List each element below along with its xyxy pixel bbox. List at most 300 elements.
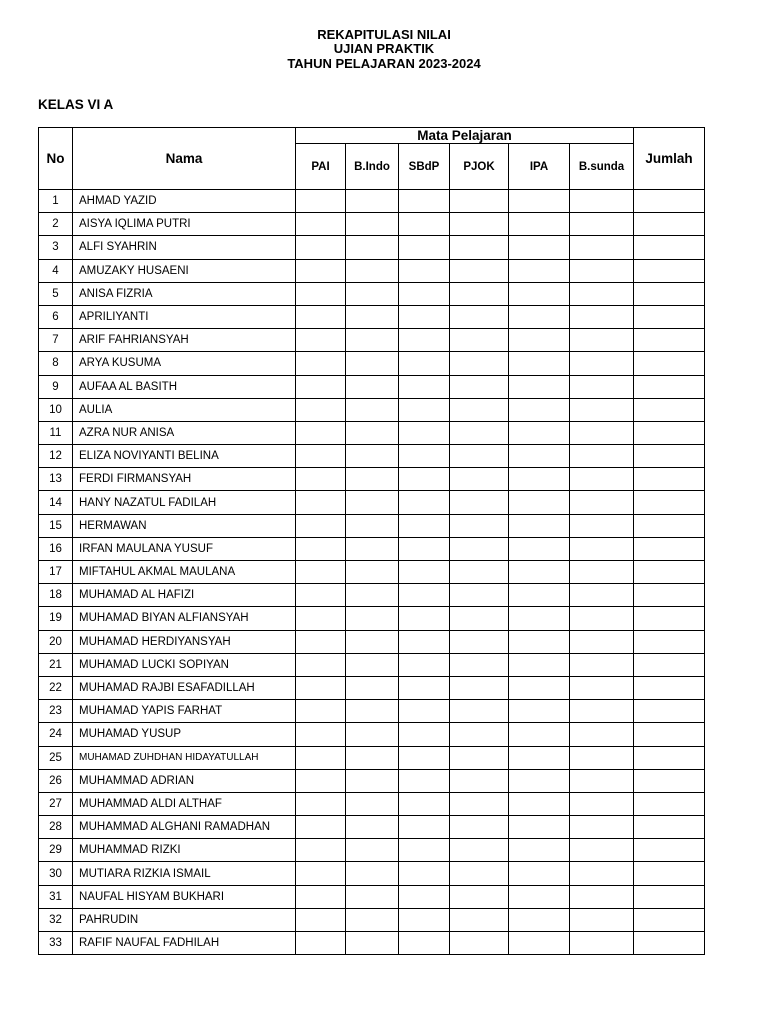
total-cell: [634, 862, 705, 885]
score-cell: [570, 816, 634, 839]
score-cell: [296, 792, 346, 815]
student-name: HANY NAZATUL FADILAH: [73, 491, 296, 514]
score-cell: [399, 468, 450, 491]
score-cell: [296, 676, 346, 699]
score-cell: [509, 676, 570, 699]
score-cell: [450, 514, 509, 537]
total-cell: [634, 537, 705, 560]
score-cell: [399, 329, 450, 352]
score-cell: [346, 839, 399, 862]
score-cell: [346, 908, 399, 931]
row-number: 22: [39, 676, 73, 699]
score-cell: [450, 700, 509, 723]
score-cell: [346, 421, 399, 444]
score-cell: [509, 561, 570, 584]
row-number: 2: [39, 213, 73, 236]
total-cell: [634, 421, 705, 444]
col-header-bindo: B.Indo: [346, 144, 399, 190]
total-cell: [634, 190, 705, 213]
table-body: [39, 190, 705, 955]
score-cell: [346, 653, 399, 676]
student-name: MUHAMAD HERDIYANSYAH: [73, 630, 296, 653]
score-cell: [509, 236, 570, 259]
score-cell: [346, 352, 399, 375]
score-cell: [296, 329, 346, 352]
total-cell: [634, 445, 705, 468]
score-cell: [570, 932, 634, 955]
score-cell: [450, 329, 509, 352]
total-cell: [634, 607, 705, 630]
student-name: AUFAA AL BASITH: [73, 375, 296, 398]
student-name: ELIZA NOVIYANTI BELINA: [73, 445, 296, 468]
total-cell: [634, 352, 705, 375]
student-name: MIFTAHUL AKMAL MAULANA: [73, 561, 296, 584]
table-row: [39, 213, 705, 236]
score-cell: [509, 213, 570, 236]
student-name: MUHAMAD RAJBI ESAFADILLAH: [73, 676, 296, 699]
score-cell: [509, 398, 570, 421]
student-name: IRFAN MAULANA YUSUF: [73, 537, 296, 560]
score-cell: [509, 352, 570, 375]
score-cell: [399, 607, 450, 630]
score-cell: [296, 630, 346, 653]
row-number: 18: [39, 584, 73, 607]
score-cell: [346, 537, 399, 560]
table-row: [39, 398, 705, 421]
row-number: 13: [39, 468, 73, 491]
table-row: [39, 676, 705, 699]
table-row: [39, 885, 705, 908]
table-row: [39, 561, 705, 584]
score-cell: [346, 329, 399, 352]
table-row: [39, 607, 705, 630]
score-cell: [570, 607, 634, 630]
score-cell: [346, 213, 399, 236]
score-cell: [296, 514, 346, 537]
row-number: 23: [39, 700, 73, 723]
student-name: AMUZAKY HUSAENI: [73, 259, 296, 282]
student-name: MUHAMAD YUSUP: [73, 723, 296, 746]
score-cell: [450, 792, 509, 815]
score-cell: [399, 792, 450, 815]
student-name: HERMAWAN: [73, 514, 296, 537]
score-cell: [450, 561, 509, 584]
score-cell: [399, 908, 450, 931]
score-cell: [509, 769, 570, 792]
total-cell: [634, 584, 705, 607]
score-cell: [399, 746, 450, 769]
score-cell: [399, 630, 450, 653]
student-name: MUHAMAD BIYAN ALFIANSYAH: [73, 607, 296, 630]
score-cell: [399, 932, 450, 955]
score-cell: [399, 375, 450, 398]
score-cell: [570, 282, 634, 305]
score-cell: [509, 932, 570, 955]
score-cell: [399, 236, 450, 259]
score-cell: [450, 885, 509, 908]
table-row: [39, 630, 705, 653]
score-cell: [399, 190, 450, 213]
row-number: 20: [39, 630, 73, 653]
score-cell: [509, 862, 570, 885]
score-cell: [570, 190, 634, 213]
total-cell: [634, 769, 705, 792]
score-cell: [570, 305, 634, 328]
score-cell: [509, 282, 570, 305]
score-cell: [296, 421, 346, 444]
table-row: [39, 839, 705, 862]
score-cell: [346, 561, 399, 584]
score-cell: [570, 398, 634, 421]
doc-title-line2: UJIAN PRAKTIK: [333, 41, 435, 56]
table-row: [39, 491, 705, 514]
row-number: 12: [39, 445, 73, 468]
student-name: AHMAD YAZID: [73, 190, 296, 213]
score-cell: [346, 468, 399, 491]
student-name: MUHAMMAD ALGHANI RAMADHAN: [73, 816, 296, 839]
score-cell: [570, 537, 634, 560]
score-cell: [399, 305, 450, 328]
score-cell: [450, 584, 509, 607]
total-cell: [634, 329, 705, 352]
student-name: AZRA NUR ANISA: [73, 421, 296, 444]
table-row: [39, 259, 705, 282]
student-name: MUHAMMAD ALDI ALTHAF: [73, 792, 296, 815]
student-name: PAHRUDIN: [73, 908, 296, 931]
col-header-pai: PAI: [296, 144, 346, 190]
score-cell: [450, 190, 509, 213]
score-cell: [296, 932, 346, 955]
row-number: 24: [39, 723, 73, 746]
score-cell: [570, 769, 634, 792]
table-row: [39, 375, 705, 398]
score-cell: [399, 653, 450, 676]
col-header-pjok: PJOK: [450, 144, 509, 190]
score-cell: [450, 468, 509, 491]
total-cell: [634, 908, 705, 931]
score-cell: [570, 885, 634, 908]
student-name: ANISA FIZRIA: [73, 282, 296, 305]
score-cell: [509, 723, 570, 746]
score-cell: [509, 908, 570, 931]
score-cell: [399, 282, 450, 305]
score-cell: [399, 839, 450, 862]
score-cell: [346, 607, 399, 630]
score-cell: [296, 190, 346, 213]
score-cell: [570, 491, 634, 514]
score-cell: [570, 839, 634, 862]
score-cell: [509, 329, 570, 352]
score-cell: [346, 259, 399, 282]
table-row: [39, 537, 705, 560]
score-cell: [570, 676, 634, 699]
score-cell: [346, 792, 399, 815]
row-number: 6: [39, 305, 73, 328]
total-cell: [634, 259, 705, 282]
score-cell: [570, 723, 634, 746]
score-cell: [509, 816, 570, 839]
total-cell: [634, 700, 705, 723]
score-cell: [296, 653, 346, 676]
total-cell: [634, 514, 705, 537]
score-cell: [570, 561, 634, 584]
score-cell: [570, 259, 634, 282]
score-cell: [570, 792, 634, 815]
row-number: 27: [39, 792, 73, 815]
score-cell: [570, 329, 634, 352]
total-cell: [634, 213, 705, 236]
table-row: [39, 282, 705, 305]
total-cell: [634, 746, 705, 769]
score-cell: [509, 259, 570, 282]
score-cell: [296, 352, 346, 375]
student-name: AISYA IQLIMA PUTRI: [73, 213, 296, 236]
total-cell: [634, 630, 705, 653]
row-number: 26: [39, 769, 73, 792]
score-cell: [570, 213, 634, 236]
score-cell: [399, 723, 450, 746]
table-row: [39, 908, 705, 931]
score-cell: [296, 862, 346, 885]
table-row: [39, 445, 705, 468]
score-cell: [296, 769, 346, 792]
score-cell: [509, 584, 570, 607]
table-row: [39, 190, 705, 213]
score-cell: [399, 421, 450, 444]
student-name: APRILIYANTI: [73, 305, 296, 328]
score-cell: [346, 700, 399, 723]
score-cell: [296, 839, 346, 862]
score-cell: [570, 445, 634, 468]
table-row: [39, 329, 705, 352]
student-name: MUHAMMAD ADRIAN: [73, 769, 296, 792]
score-cell: [399, 885, 450, 908]
score-cell: [399, 259, 450, 282]
row-number: 8: [39, 352, 73, 375]
row-number: 5: [39, 282, 73, 305]
student-name: MUHAMAD YAPIS FARHAT: [73, 700, 296, 723]
total-cell: [634, 561, 705, 584]
row-number: 10: [39, 398, 73, 421]
table-row: [39, 700, 705, 723]
total-cell: [634, 375, 705, 398]
total-cell: [634, 932, 705, 955]
row-number: 31: [39, 885, 73, 908]
score-cell: [509, 607, 570, 630]
total-cell: [634, 236, 705, 259]
score-cell: [296, 723, 346, 746]
score-cell: [509, 190, 570, 213]
row-number: 1: [39, 190, 73, 213]
score-cell: [399, 398, 450, 421]
score-cell: [296, 537, 346, 560]
class-label: KELAS VI A: [38, 97, 114, 112]
row-number: 3: [39, 236, 73, 259]
score-cell: [450, 862, 509, 885]
score-cell: [296, 908, 346, 931]
score-cell: [570, 700, 634, 723]
score-cell: [296, 375, 346, 398]
score-cell: [346, 236, 399, 259]
col-header-sbdp: SBdP: [399, 144, 450, 190]
score-cell: [450, 676, 509, 699]
score-cell: [509, 630, 570, 653]
score-cell: [346, 398, 399, 421]
student-name: NAUFAL HISYAM BUKHARI: [73, 885, 296, 908]
score-cell: [399, 445, 450, 468]
total-cell: [634, 282, 705, 305]
student-name: ARYA KUSUMA: [73, 352, 296, 375]
row-number: 16: [39, 537, 73, 560]
score-cell: [346, 305, 399, 328]
score-cell: [509, 421, 570, 444]
score-cell: [346, 862, 399, 885]
score-cell: [296, 305, 346, 328]
score-cell: [399, 584, 450, 607]
total-cell: [634, 468, 705, 491]
row-number: 9: [39, 375, 73, 398]
row-number: 7: [39, 329, 73, 352]
score-cell: [296, 816, 346, 839]
score-cell: [399, 213, 450, 236]
score-cell: [509, 491, 570, 514]
score-cell: [450, 932, 509, 955]
table-row: [39, 236, 705, 259]
score-cell: [509, 885, 570, 908]
score-cell: [450, 282, 509, 305]
score-cell: [399, 862, 450, 885]
score-cell: [570, 421, 634, 444]
score-cell: [399, 676, 450, 699]
score-cell: [570, 908, 634, 931]
score-cell: [346, 514, 399, 537]
total-cell: [634, 839, 705, 862]
student-name: ALFI SYAHRIN: [73, 236, 296, 259]
score-cell: [509, 375, 570, 398]
score-cell: [509, 700, 570, 723]
score-cell: [399, 491, 450, 514]
student-name: ARIF FAHRIANSYAH: [73, 329, 296, 352]
row-number: 19: [39, 607, 73, 630]
table-row: [39, 584, 705, 607]
score-cell: [450, 259, 509, 282]
row-number: 11: [39, 421, 73, 444]
table-row: [39, 468, 705, 491]
score-cell: [296, 746, 346, 769]
col-header-jumlah: Jumlah: [634, 128, 705, 190]
row-number: 4: [39, 259, 73, 282]
score-cell: [296, 491, 346, 514]
col-header-no: No: [39, 128, 73, 190]
total-cell: [634, 816, 705, 839]
score-cell: [399, 769, 450, 792]
score-cell: [296, 561, 346, 584]
score-cell: [509, 305, 570, 328]
score-cell: [450, 653, 509, 676]
table-row: [39, 816, 705, 839]
score-cell: [346, 375, 399, 398]
row-number: 15: [39, 514, 73, 537]
score-cell: [346, 445, 399, 468]
total-cell: [634, 676, 705, 699]
row-number: 17: [39, 561, 73, 584]
row-number: 14: [39, 491, 73, 514]
score-cell: [296, 259, 346, 282]
score-cell: [346, 630, 399, 653]
row-number: 29: [39, 839, 73, 862]
score-cell: [296, 282, 346, 305]
score-cell: [450, 236, 509, 259]
score-cell: [450, 491, 509, 514]
score-cell: [399, 537, 450, 560]
total-cell: [634, 398, 705, 421]
doc-title-line1: REKAPITULASI NILAI: [317, 27, 451, 42]
table-row: [39, 932, 705, 955]
score-cell: [570, 584, 634, 607]
score-cell: [509, 445, 570, 468]
score-cell: [450, 445, 509, 468]
table-row: [39, 862, 705, 885]
score-cell: [570, 468, 634, 491]
score-cell: [296, 584, 346, 607]
doc-title-line3: TAHUN PELAJARAN 2023-2024: [287, 56, 481, 71]
total-cell: [634, 885, 705, 908]
score-cell: [450, 908, 509, 931]
student-name: FERDI FIRMANSYAH: [73, 468, 296, 491]
table-row: [39, 514, 705, 537]
score-cell: [346, 491, 399, 514]
score-cell: [346, 190, 399, 213]
score-cell: [509, 839, 570, 862]
score-cell: [296, 468, 346, 491]
score-cell: [346, 932, 399, 955]
col-header-nama: Nama: [73, 128, 296, 190]
score-cell: [450, 630, 509, 653]
score-cell: [296, 445, 346, 468]
table-row: [39, 305, 705, 328]
score-cell: [570, 653, 634, 676]
student-name: MUHAMAD AL HAFIZI: [73, 584, 296, 607]
score-cell: [509, 746, 570, 769]
score-cell: [346, 282, 399, 305]
score-cell: [450, 213, 509, 236]
row-number: 30: [39, 862, 73, 885]
col-header-ipa: IPA: [509, 144, 570, 190]
score-cell: [509, 537, 570, 560]
score-cell: [346, 816, 399, 839]
score-cell: [296, 213, 346, 236]
score-cell: [346, 746, 399, 769]
table-row: [39, 746, 705, 769]
score-cell: [509, 653, 570, 676]
score-cell: [509, 514, 570, 537]
score-cell: [346, 769, 399, 792]
score-cell: [450, 375, 509, 398]
col-header-bsunda: B.sunda: [570, 144, 634, 190]
student-name: MUHAMMAD RIZKI: [73, 839, 296, 862]
score-cell: [450, 537, 509, 560]
score-cell: [296, 236, 346, 259]
table-row: [39, 653, 705, 676]
row-number: 21: [39, 653, 73, 676]
score-cell: [399, 561, 450, 584]
total-cell: [634, 305, 705, 328]
score-cell: [570, 630, 634, 653]
score-cell: [570, 375, 634, 398]
score-cell: [346, 676, 399, 699]
score-cell: [570, 746, 634, 769]
student-name: MUHAMAD ZUHDHAN HIDAYATULLAH: [73, 746, 296, 769]
